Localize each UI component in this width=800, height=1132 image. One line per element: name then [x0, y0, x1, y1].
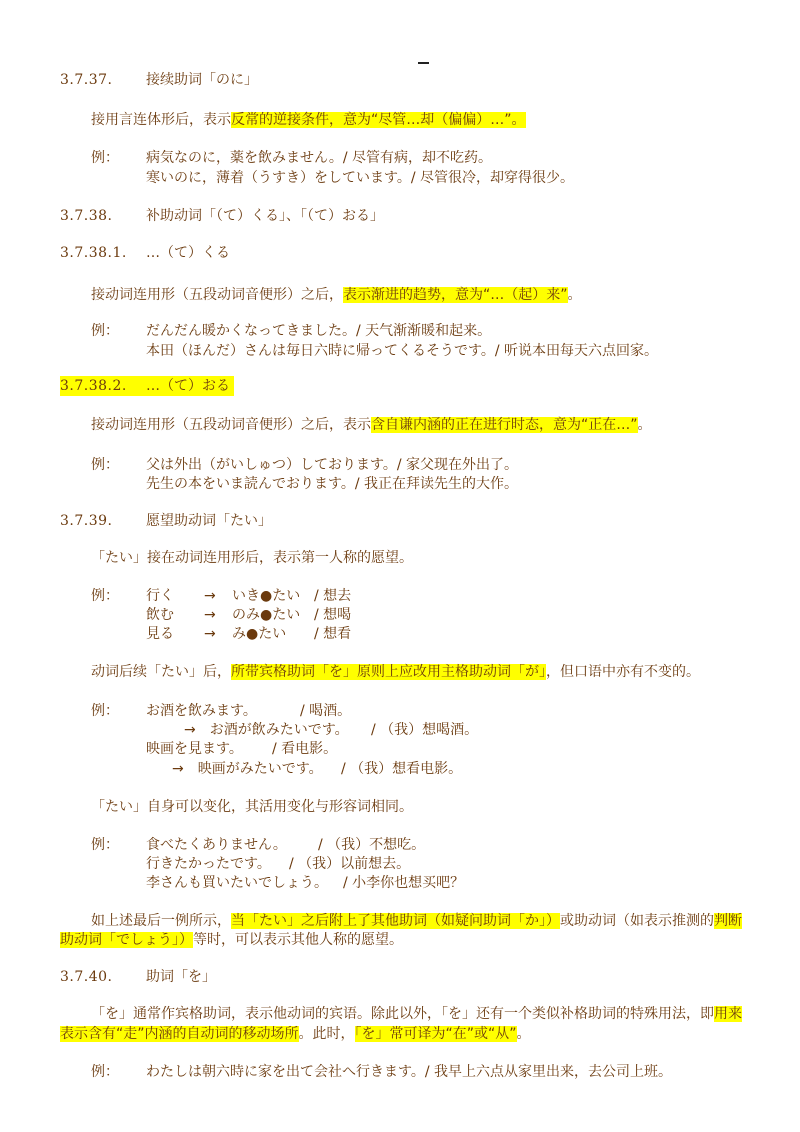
paragraph-line: [60, 930, 403, 950]
highlighted-text: 表示含有“走”内涵的自动词的移动场所: [60, 1026, 299, 1042]
arrow-icon: →: [204, 626, 216, 642]
example-cn: / 小李你也想买吧？: [343, 875, 465, 891]
example-label: 例：: [91, 323, 119, 339]
base-form: 飲む: [146, 607, 174, 623]
page-top-mark: [418, 62, 429, 64]
highlighted-text: 表示渐进的趋势，意为“…（起）来”: [343, 287, 568, 303]
paragraph-text: 。: [567, 287, 582, 303]
heading-title: …（て）くる: [146, 245, 230, 261]
highlighted-text: 助动词「でしょう」）: [60, 932, 193, 948]
paragraph: 「たい」自身可以变化，其活用变化与形容词相同。: [91, 799, 413, 815]
paragraph: [91, 662, 700, 682]
example-line: 病気なのに，薬を飲みません。/ 尽管有病，却不吃药。: [146, 150, 493, 166]
example-line: 父は外出（がいしゅつ）しております。/ 家父现在外出了。: [146, 457, 519, 473]
paragraph: [91, 415, 652, 435]
arrow-icon: →: [204, 588, 216, 604]
tai-form: のみ●たい: [232, 607, 301, 623]
heading-number: 3.7.38.2.: [60, 378, 127, 394]
highlighted-text: 含自谦内涵的正在进行时态，意为“正在…”: [371, 417, 638, 433]
base-form: 行く: [146, 588, 174, 604]
heading-title: 接续助词「のに」: [146, 72, 258, 88]
meaning: / 想去: [314, 588, 352, 604]
example-label: 例：: [91, 457, 119, 473]
paragraph-line: [91, 1004, 742, 1024]
heading-number: 3.7.38.1.: [60, 245, 127, 261]
example-label: 例：: [91, 588, 119, 604]
section-heading-3738: [60, 206, 384, 226]
heading-title: …（て）おる: [146, 378, 230, 394]
paragraph-text: ，但口语中亦有不变的。: [546, 664, 700, 680]
example-jp: 映画を見ます。: [146, 741, 243, 757]
section-heading-3737: [60, 70, 258, 90]
heading-number: 3.7.39.: [60, 513, 113, 529]
heading-number: 3.7.40.: [60, 969, 113, 985]
heading-title: 助词「を」: [146, 969, 216, 985]
paragraph: 「たい」接在动词连用形后，表示第一人称的愿望。: [91, 550, 413, 566]
paragraph-text: 等时，可以表示其他人称的愿望。: [193, 932, 403, 948]
section-heading-3739: [60, 511, 272, 531]
paragraph-line: [60, 1024, 531, 1044]
example-cn: / 喝酒。: [300, 703, 352, 719]
example-cn: / （我）想看电影。: [341, 761, 463, 777]
heading-title: 补助动词「（て）くる」、「（て）おる」: [146, 208, 384, 224]
meaning: / 想看: [314, 626, 352, 642]
paragraph-text: 。此时，: [298, 1026, 355, 1042]
highlighted-text: 「を」常可译为“在”或“从”: [354, 1026, 517, 1042]
example-line: 先生の本をいま読んでおります。/ 我正在拜读先生的大作。: [146, 476, 519, 492]
paragraph-text: 接动词连用形（五段动词音便形）之后，表示: [91, 417, 371, 433]
paragraph: [91, 285, 582, 305]
example-label: 例：: [91, 837, 119, 853]
heading-number: 3.7.38.: [60, 208, 113, 224]
example-jp: 李さんも買いたいでしょう。: [146, 875, 328, 891]
example-jp: → 映画がみたいです。: [172, 761, 323, 777]
paragraph-text: 如上述最后一例所示，: [91, 913, 231, 929]
example-jp: 行きたかったです。: [146, 856, 271, 872]
heading-title: 愿望助动词「たい」: [146, 513, 272, 529]
conjugation-row: [146, 624, 406, 644]
example-cn: / （我）想喝酒。: [371, 722, 479, 738]
example-line: 本田（ほんだ）さんは毎日六時に帰ってくるそうです。/ 听说本田每天六点回家。: [146, 343, 659, 359]
highlighted-text: 用来: [714, 1006, 742, 1022]
paragraph-text: 动词后续「たい」后，: [91, 664, 231, 680]
highlighted-text: 反常的逆接条件，意为“尽管…却（偏偏）…”。: [231, 112, 526, 128]
paragraph-text: 接动词连用形（五段动词音便形）之后，: [91, 287, 343, 303]
paragraph-text: 。: [516, 1026, 531, 1042]
paragraph-text: 。: [637, 417, 652, 433]
highlighted-text: 所带宾格助词「を」原则上应改用主格助动词「が」: [231, 664, 546, 680]
example-label: 例：: [91, 703, 119, 719]
base-form: 見る: [146, 626, 174, 642]
example-cn: / 看电影。: [272, 741, 338, 757]
arrow-icon: →: [204, 607, 216, 623]
section-heading-37382: [60, 376, 234, 396]
paragraph-text: 接用言连体形后，表示: [91, 112, 231, 128]
example-cn: / （我）以前想去。: [289, 856, 411, 872]
heading-number: 3.7.37.: [60, 72, 113, 88]
tai-form: いき●たい: [232, 588, 301, 604]
example-label: 例：: [91, 1064, 119, 1080]
highlighted-text: 当「たい」之后附上了其他助词（如疑问助词「か」）: [231, 913, 560, 929]
conjugation-row: [146, 605, 406, 625]
paragraph-line: [91, 911, 742, 931]
paragraph-text: 或助动词（如表示推测的: [560, 913, 714, 929]
section-heading-37381: [60, 243, 230, 263]
example-jp: → お酒が飲みたいです。: [184, 722, 349, 738]
section-heading-3740: [60, 967, 216, 987]
example-line: だんだん暖かくなってきました。/ 天气渐渐暖和起来。: [146, 323, 492, 339]
example-jp: 食べたくありません。: [146, 837, 287, 853]
example-line: わたしは朝六時に家を出て会社へ行きます。/ 我早上六点从家里出来，去公司上班。: [146, 1064, 673, 1080]
conjugation-row: [146, 586, 406, 606]
meaning: / 想喝: [314, 607, 352, 623]
tai-form: み●たい: [232, 626, 287, 642]
example-label: 例：: [91, 150, 119, 166]
example-jp: お酒を飲みます。: [146, 703, 257, 719]
highlighted-text: 判断: [714, 913, 742, 929]
example-line: 寒いのに，薄着（うすき）をしています。/ 尽管很冷，却穿得很少。: [146, 170, 575, 186]
paragraph-text: 「を」通常作宾格助词，表示他动词的宾语。除此以外，「を」还有一个类似补格助词的特殊用法，即: [91, 1006, 714, 1022]
paragraph: [91, 110, 526, 130]
example-cn: / （我）不想吃。: [318, 837, 426, 853]
